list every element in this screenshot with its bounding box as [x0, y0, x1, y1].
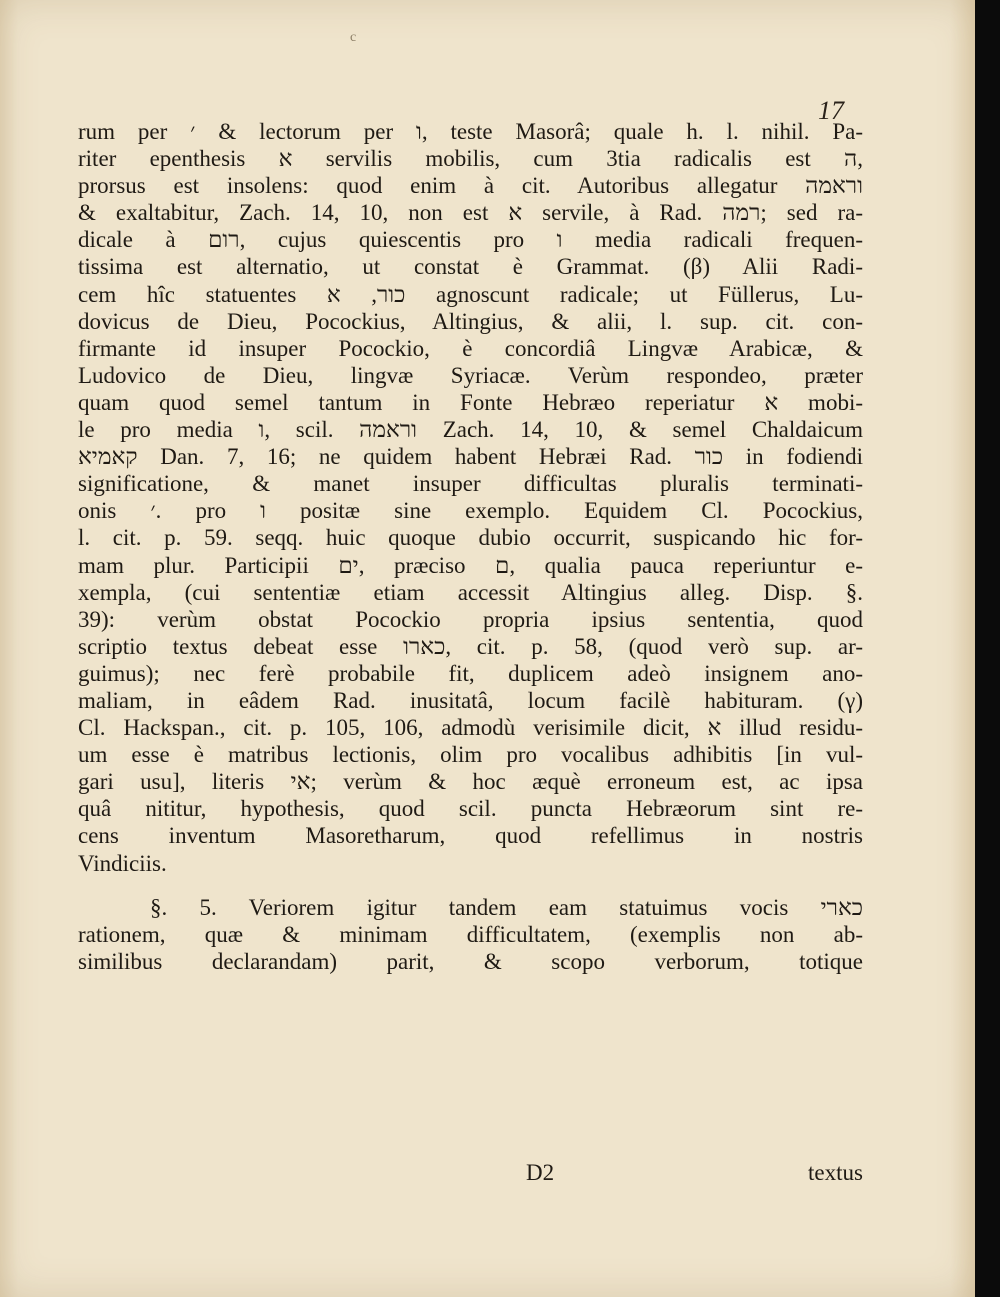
- text-line: xempla, (cui sententiæ etiam accessit Altingius alleg. Disp. §.: [78, 579, 863, 605]
- text-line: 39): verùm obstat Pocockio propria ipsius sententia, quod: [78, 606, 863, 632]
- text-line: gari usu], literis אי; verùm & hoc æquè erroneum est, ac ipsa: [78, 769, 863, 795]
- text-line: guimus); nec ferè probabile fit, duplicem adeò insignem ano-: [78, 660, 863, 686]
- text-line: riter epenthesis א servilis mobilis, cum 3tia radicalis est ה,: [78, 146, 863, 172]
- catchword: textus: [808, 1160, 863, 1185]
- text-line: dicale à רום, cujus quiescentis pro ו media radicali frequen-: [78, 227, 863, 253]
- text-line: significatione, & manet insuper difficultas pluralis terminati-: [78, 471, 863, 497]
- body-text: [78, 118, 863, 975]
- text-line: le pro media ו, scil. וראמה Zach. 14, 10, & semel Chaldaicum: [78, 417, 863, 443]
- text-line: cens inventum Masoretharum, quod refellimus in nostris: [78, 823, 863, 849]
- text-line: rum per ׳ & lectorum per ו, teste Masorâ; quale h. l. nihil. Pa-: [78, 119, 863, 144]
- text-line: maliam, in eâdem Rad. inusitatâ, locum facilè habituram. (γ): [78, 687, 863, 713]
- text-line: quam quod semel tantum in Fonte Hebræo reperiatur א mobi-: [78, 389, 863, 415]
- text-line: קאמיא Dan. 7, 16; ne quidem habent Hebræi Rad. כור in fodiendi: [78, 444, 863, 470]
- text-line: & exaltabitur, Zach. 14, 10, non est א servile, à Rad. רמה; sed ra-: [78, 200, 863, 226]
- text-line: mam plur. Participii ים, præciso ם, qualia pauca reperiuntur e-: [78, 552, 863, 578]
- text-line: onis ׳. pro ו positæ sine exemplo. Equidem Cl. Pocockius,: [78, 498, 863, 524]
- text-line: l. cit. p. 59. seqq. huic quoque dubio occurrit, suspicando hic for-: [78, 525, 863, 551]
- text-line: prorsus est insolens: quod enim à cit. Autoribus allegatur וראמה: [78, 173, 863, 199]
- text-line: Cl. Hackspan., cit. p. 105, 106, admodù verisimile dicit, א illud residu-: [78, 715, 863, 741]
- text-line: dovicus de Dieu, Pocockius, Altingius, & alii, l. sup. cit. con-: [78, 308, 863, 334]
- section-heading-line: §. 5. Veriorem igitur tandem eam statuimus vocis כארי: [150, 894, 863, 920]
- text-line: similibus declarandam) parit, & scopo verborum, totique: [78, 948, 863, 974]
- text-line: tissima est alternatio, ut constat è Grammat. (β) Alii Radi-: [78, 254, 863, 280]
- text-line: quâ nititur, hypothesis, quod scil. puncta Hebræorum sint re-: [78, 796, 863, 822]
- text-line: rationem, quæ & minimam difficultatem, (exemplis non ab-: [78, 921, 863, 947]
- text-line: um esse è matribus lectionis, olim pro vocalibus adhibitis [in vul-: [78, 742, 863, 768]
- paragraph-gap: [78, 877, 863, 894]
- text-line: Ludovico de Dieu, lingvæ Syriacæ. Verùm respondeo, præter: [78, 362, 863, 388]
- text-line: scriptio textus debeat esse כארו, cit. p. 58, (quod verò sup. ar-: [78, 633, 863, 659]
- page-mark: c: [350, 30, 357, 45]
- page-number: 17: [818, 96, 844, 125]
- page-footer: [78, 1160, 863, 1190]
- text-line: cem hîc statuentes כור, א agnoscunt radicale; ut Füllerus, Lu-: [78, 281, 863, 307]
- text-line: firmante id insuper Pocockio, è concordiâ Lingvæ Arabicæ, &: [78, 335, 863, 361]
- text-line: Vindiciis.: [78, 850, 167, 876]
- signature-mark: D2: [526, 1160, 555, 1185]
- scan-border: [975, 0, 1000, 1297]
